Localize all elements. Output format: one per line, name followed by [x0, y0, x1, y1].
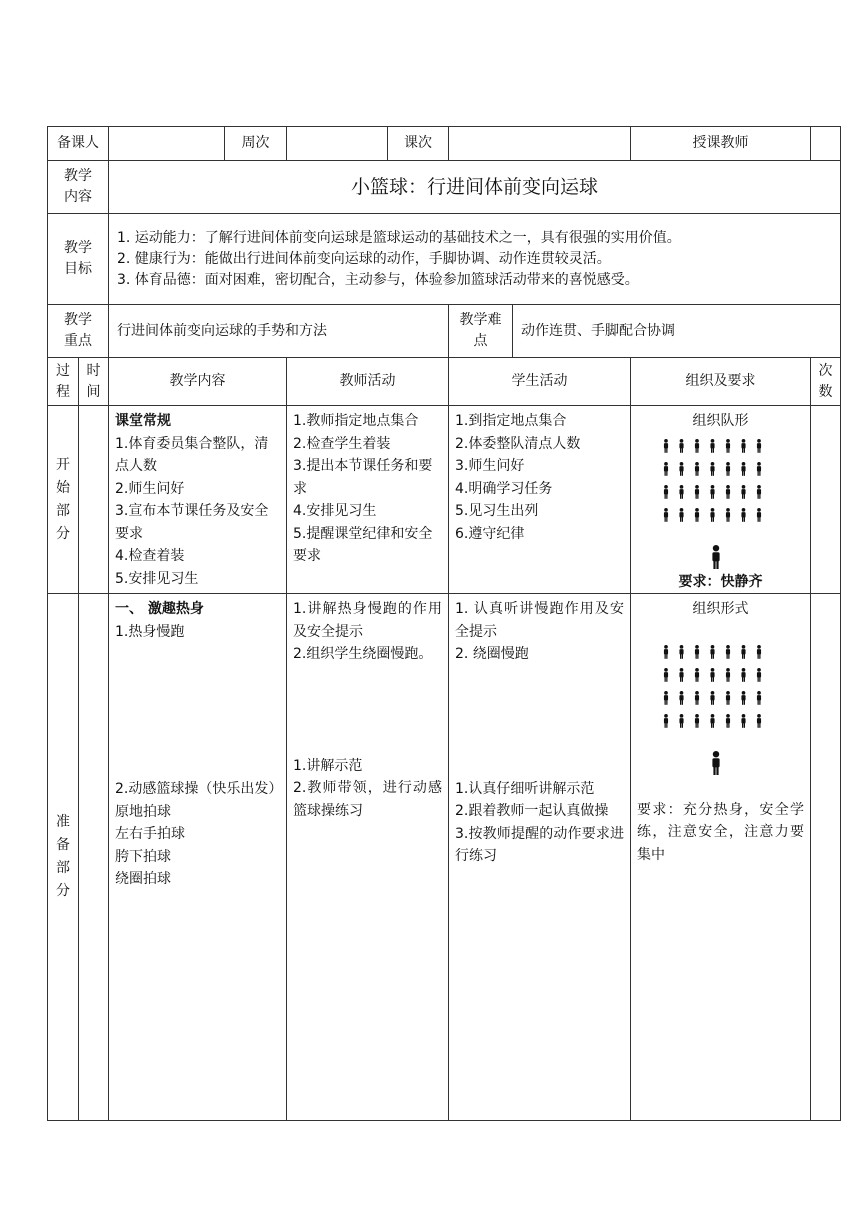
goal-item: 2. 健康行为：能做出行进间体前变向运球的动作，手脚协调、动作连贯较灵活。	[117, 250, 611, 267]
student-figure-icon	[694, 485, 698, 499]
student-figure-icon	[725, 691, 729, 705]
prep-exercise-item: 绕圈拍球	[115, 871, 171, 887]
start-student-item: 2.体委整队清点人数	[455, 435, 581, 452]
prep-teacher-exercise-item: 2.教师带领，进行动感篮球操练习	[293, 780, 442, 819]
start-teacher	[287, 406, 449, 594]
prep-student-exercise-item: 1.认真仔细听讲解示范	[455, 780, 595, 797]
prep-teacher-item: 2.组织学生绕圈慢跑。	[293, 646, 433, 662]
prep-organization	[631, 594, 811, 1121]
start-teacher-item: 1.教师指定地点集合	[293, 413, 419, 429]
prep-warmup-item: 1.热身慢跑	[115, 623, 185, 640]
student-figure-icon	[679, 691, 683, 705]
col-content: 教学内容	[109, 358, 287, 406]
teacher-figure-icon	[712, 751, 719, 775]
student-figure-icon	[741, 462, 745, 476]
key-label: 教学重点	[48, 305, 109, 358]
prep-org-requirement: 要求：充分热身，安全学练，注意安全，注意力要集中	[637, 801, 805, 863]
lesson-plan-table	[47, 126, 841, 1121]
student-figure-icon	[756, 645, 760, 659]
preparer-label: 备课人	[48, 127, 109, 161]
col-teacher: 教师活动	[287, 358, 449, 406]
prep-student-item: 2. 绕圈慢跑	[455, 646, 529, 662]
student-figure-icon	[679, 485, 683, 499]
student-figure-icon	[710, 691, 714, 705]
start-organization	[631, 406, 811, 594]
prep-student-exercise-item: 3.按教师提醒的动作要求进行练习	[455, 825, 625, 864]
student-figure-icon	[725, 508, 729, 522]
content-label: 教学内容	[48, 161, 109, 214]
header-row	[48, 127, 841, 161]
start-content-item: 4.检查着装	[115, 548, 185, 564]
prep-student-exercise-item: 2.跟着教师一起认真做操	[455, 803, 609, 819]
student-figure-icon	[725, 645, 729, 659]
start-teacher-item: 5.提醒课堂纪律和安全要求	[293, 525, 433, 564]
student-figure-icon	[679, 462, 683, 476]
col-process: 过程	[48, 358, 79, 406]
prep-student-item: 1. 认真听讲慢跑作用及安全提示	[455, 601, 625, 640]
col-count: 次数	[811, 358, 841, 406]
prep-teacher-exercise-item: 1.讲解示范	[293, 757, 363, 774]
start-content-item: 3.宣布本节课任务及安全要求	[115, 503, 269, 542]
prep-content-title: 一、 激趣热身	[115, 601, 204, 617]
prep-count	[811, 594, 841, 1121]
student-figure-icon	[694, 668, 698, 682]
start-student	[449, 406, 631, 594]
prep-org-title: 组织形式	[692, 601, 749, 617]
student-figure-icon	[679, 668, 683, 682]
lesson-value[interactable]	[449, 127, 631, 161]
start-formation-diagram	[661, 437, 781, 571]
start-section-row	[48, 406, 841, 594]
difficulty-label: 教学难点	[449, 305, 513, 358]
student-figure-icon	[663, 714, 667, 728]
start-content-item: 2.师生问好	[115, 480, 185, 497]
student-figure-icon	[679, 439, 683, 453]
col-time: 时间	[79, 358, 109, 406]
start-count	[811, 406, 841, 594]
focus-row	[48, 305, 841, 358]
teacher-label: 授课教师	[631, 127, 811, 161]
student-figure-icon	[694, 714, 698, 728]
prep-teacher	[287, 594, 449, 1121]
student-figure-icon	[741, 645, 745, 659]
goals-row	[48, 214, 841, 305]
student-figure-icon	[663, 508, 667, 522]
goals-label: 教学目标	[48, 214, 109, 305]
student-figure-icon	[725, 668, 729, 682]
prep-exercise-item: 胯下拍球	[115, 848, 171, 865]
col-organization: 组织及要求	[631, 358, 811, 406]
student-figure-icon	[663, 691, 667, 705]
student-figure-icon	[694, 462, 698, 476]
student-figure-icon	[710, 485, 714, 499]
student-figure-icon	[756, 508, 760, 522]
difficulty-value: 动作连贯、手脚配合协调	[513, 305, 841, 358]
start-content-item: 1.体育委员集合整队，清点人数	[115, 435, 269, 474]
start-student-item: 6.遵守纪律	[455, 525, 525, 542]
student-figure-icon	[694, 645, 698, 659]
student-figure-icon	[710, 714, 714, 728]
student-figure-icon	[756, 485, 760, 499]
start-org-title: 组织队形	[692, 413, 749, 429]
student-figure-icon	[663, 439, 667, 453]
week-label: 周次	[225, 127, 287, 161]
key-value: 行进间体前变向运球的手势和方法	[109, 305, 449, 358]
student-figure-icon	[756, 714, 760, 728]
student-figure-icon	[741, 691, 745, 705]
goal-item: 1. 运动能力：了解行进间体前变向运球是篮球运动的基础技术之一，具有很强的实用价值。	[117, 229, 681, 246]
start-student-item: 1.到指定地点集合	[455, 413, 567, 429]
start-content-title: 课堂常规	[115, 413, 171, 429]
start-time	[79, 406, 109, 594]
student-figure-icon	[694, 508, 698, 522]
prep-exercise-item: 原地拍球	[115, 803, 171, 820]
content-row	[48, 161, 841, 214]
prep-phase: 准备部分	[48, 594, 79, 1121]
student-figure-icon	[679, 645, 683, 659]
student-figure-icon	[694, 439, 698, 453]
goals-list	[109, 214, 841, 305]
student-figure-icon	[694, 691, 698, 705]
prep-student	[449, 594, 631, 1121]
student-figure-icon	[710, 462, 714, 476]
student-figure-icon	[725, 714, 729, 728]
student-figure-icon	[663, 485, 667, 499]
start-student-item: 5.见习生出列	[455, 503, 539, 519]
prep-time	[79, 594, 109, 1121]
goal-item: 3. 体育品德：面对困难，密切配合，主动参与，体验参加篮球活动带来的喜悦感受。	[117, 271, 639, 288]
student-figure-icon	[679, 508, 683, 522]
student-figure-icon	[710, 668, 714, 682]
preparer-value[interactable]	[109, 127, 225, 161]
student-figure-icon	[741, 508, 745, 522]
start-teacher-item: 4.安排见习生	[293, 503, 377, 519]
student-figure-icon	[679, 714, 683, 728]
student-figure-icon	[725, 462, 729, 476]
student-figure-icon	[756, 439, 760, 453]
student-figure-icon	[710, 645, 714, 659]
start-teacher-item: 2.检查学生着装	[293, 435, 391, 452]
student-figure-icon	[741, 439, 745, 453]
week-value[interactable]	[287, 127, 388, 161]
student-figure-icon	[741, 714, 745, 728]
prep-exercise-title: 2.动感篮球操（快乐出发）	[115, 781, 283, 797]
start-org-requirement: 要求：快静齐	[678, 573, 763, 590]
student-figure-icon	[663, 645, 667, 659]
student-figure-icon	[756, 668, 760, 682]
student-figure-icon	[741, 668, 745, 682]
prep-section-row	[48, 594, 841, 1121]
prep-formation-diagram	[661, 643, 781, 777]
student-figure-icon	[710, 508, 714, 522]
col-student: 学生活动	[449, 358, 631, 406]
student-figure-icon	[663, 668, 667, 682]
teacher-figure-icon	[712, 545, 719, 569]
student-figure-icon	[663, 462, 667, 476]
start-student-item: 4.明确学习任务	[455, 480, 553, 497]
start-teacher-item: 3.提出本节课任务和要求	[293, 458, 433, 497]
start-content-item: 5.安排见习生	[115, 570, 199, 587]
student-figure-icon	[756, 462, 760, 476]
teacher-value[interactable]	[811, 127, 841, 161]
student-figure-icon	[741, 485, 745, 499]
student-figure-icon	[725, 439, 729, 453]
student-figure-icon	[725, 485, 729, 499]
start-phase: 开始部分	[48, 406, 79, 594]
student-figure-icon	[710, 439, 714, 453]
start-content	[109, 406, 287, 594]
student-figure-icon	[756, 691, 760, 705]
column-header-row	[48, 358, 841, 406]
prep-teacher-item: 1.讲解热身慢跑的作用及安全提示	[293, 601, 442, 640]
prep-content	[109, 594, 287, 1121]
prep-exercise-item: 左右手拍球	[115, 826, 185, 842]
start-student-item: 3.师生问好	[455, 458, 525, 474]
lesson-title: 小篮球：行进间体前变向运球	[109, 161, 841, 214]
lesson-label: 课次	[388, 127, 449, 161]
